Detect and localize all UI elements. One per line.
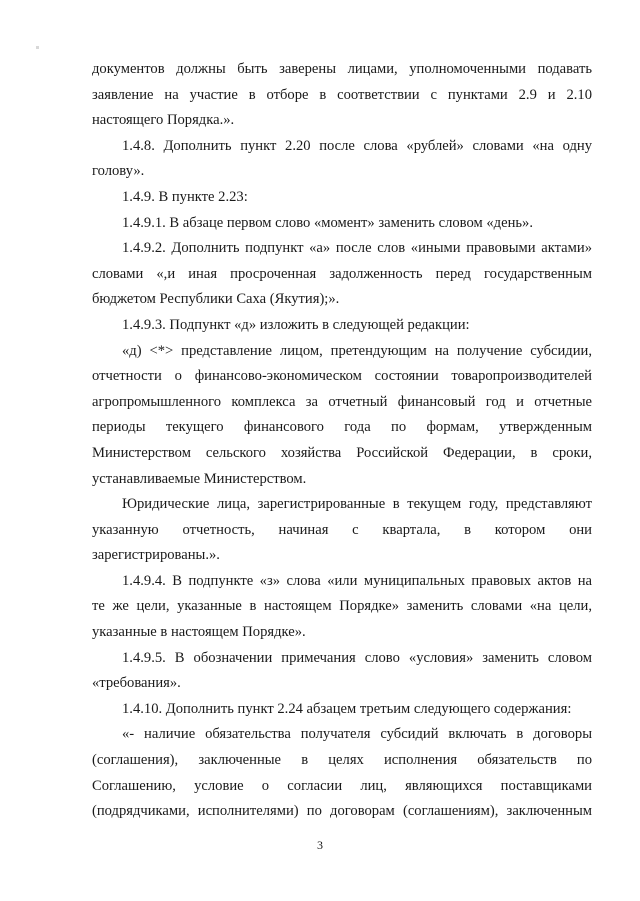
text-line: настоящего Порядка.». xyxy=(92,112,235,129)
text-line: Юридические лица, зарегистрированные в текущем году, представляют xyxy=(122,496,592,513)
text-line: 1.4.10. Дополнить пункт 2.24 абзацем третьим следующего содержания: xyxy=(122,700,572,717)
text-line: бюджетом Республики Саха (Якутия);». xyxy=(92,291,340,308)
text-line: периоды текущего финансового года по формам, утвержденным xyxy=(92,419,592,436)
text-line: 1.4.9.4. В подпункте «з» слова «или муниципальных правовых актов на xyxy=(122,572,592,589)
text-line: голову». xyxy=(92,163,145,180)
text-line: 1.4.9. В пункте 2.23: xyxy=(122,188,248,205)
text-line: документов должны быть заверены лицами, уполномоченными подавать xyxy=(92,61,592,77)
text-line: «- наличие обязательства получателя субсидий включать в договоры xyxy=(122,726,592,743)
text-line: Министерством сельского хозяйства Российской Федерации, в сроки, xyxy=(92,444,592,461)
text-line: 1.4.9.5. В обозначении примечания слово «условия» заменить словом xyxy=(122,649,592,666)
text-line: «д) <*> представление лицом, претендующим на получение субсидии, xyxy=(122,342,592,359)
text-line: агропромышленного комплекса за отчетный финансовый год и отчетные xyxy=(92,393,592,410)
paragraph-legal-entities xyxy=(92,492,592,569)
paragraph-1-4-9 xyxy=(92,185,592,211)
text-line: 1.4.8. Дополнить пункт 2.20 после слова «рублей» словами «на одну xyxy=(122,137,592,154)
paragraph-1-4-9-5 xyxy=(92,646,592,697)
paragraph-1-4-9-3 xyxy=(92,313,592,339)
page-number: 3 xyxy=(317,838,323,852)
text-line: те же цели, указанные в настоящем Порядке» заменить словами «на цели, xyxy=(92,598,592,615)
text-line: (соглашения), заключенные в целях исполнения обязательств по xyxy=(92,752,592,769)
paragraph-d xyxy=(92,339,592,493)
paragraph-1-4-9-1 xyxy=(92,211,592,237)
paragraph-1-4-9-4 xyxy=(92,569,592,646)
document-body xyxy=(92,57,592,825)
paragraph-1-4-8 xyxy=(92,134,592,185)
text-line: словами «,и иная просроченная задолженность перед государственным xyxy=(92,265,592,282)
text-line: указанные в настоящем Порядке». xyxy=(92,624,306,641)
text-line: зарегистрированы.». xyxy=(92,547,220,564)
text-line: 1.4.9.3. Подпункт «д» изложить в следующей редакции: xyxy=(122,316,470,333)
paragraph-obligation xyxy=(92,722,592,824)
text-line: «требования». xyxy=(92,675,181,692)
text-line: устанавливаемые Министерством. xyxy=(92,470,307,487)
text-line: заявление на участие в отборе в соответствии с пунктами 2.9 и 2.10 xyxy=(92,86,592,103)
text-line: Соглашению, условие о согласии лиц, являющихся поставщиками xyxy=(92,777,592,794)
text-line: (подрядчиками, исполнителями) по договорам (соглашениям), заключенным xyxy=(92,803,592,820)
text-line: 1.4.9.2. Дополнить подпункт «а» после слов «иными правовыми актами» xyxy=(122,240,592,257)
paragraph-continuation xyxy=(92,57,592,134)
text-line: отчетности о финансово-экономическом состоянии товаропроизводителей xyxy=(92,368,592,385)
scan-speck xyxy=(36,46,39,49)
text-line: 1.4.9.1. В абзаце первом слово «момент» заменить словом «день». xyxy=(122,214,533,231)
paragraph-1-4-10 xyxy=(92,697,592,723)
paragraph-1-4-9-2 xyxy=(92,236,592,313)
text-line: указанную отчетность, начиная с квартала, в котором они xyxy=(92,521,592,538)
